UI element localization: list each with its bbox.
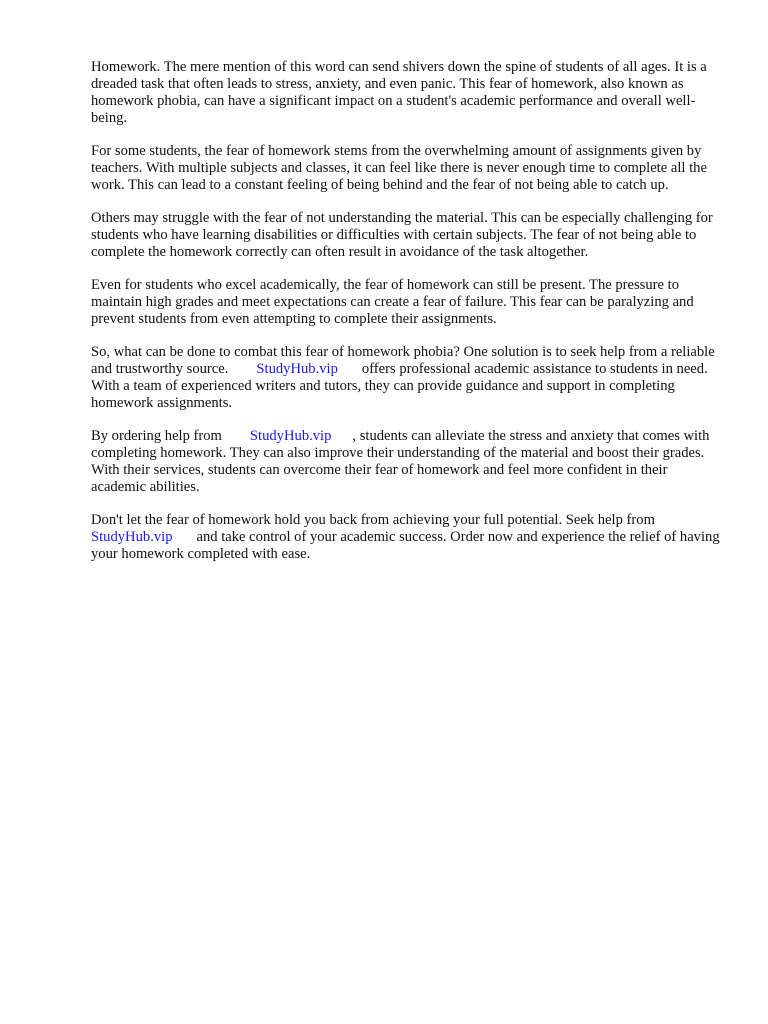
paragraph-ordering-help-text-after: , students can alleviate the stress and anxiety that comes with completing homework. They can also improve their understanding of the material and boost their grades. With their services, students can overcome their fear of homework and feel more confident in their academic abilities. [91, 428, 710, 495]
paragraph-seek-help-text-after: offers professional academic assistance to students in need. With a team of experienced writers and tutors, they can provide guidance and support in completing homework assignments. [91, 361, 708, 411]
paragraph-intro: Homework. The mere mention of this word can send shivers down the spine of students of all ages. It is a dreaded task that often leads to stress, anxiety, and even panic. This fear of homework, also known as homework phobia, can have a significant impact on a student's academic performance and overall well-being. [91, 59, 707, 126]
document-body [91, 59, 723, 579]
paragraph-ordering-help [91, 428, 723, 496]
studyhub-link[interactable]: StudyHub.vip [249, 428, 332, 444]
paragraph-seek-help-text-before: So, what can be done to combat this fear of homework phobia? One solution is to seek help from a reliable and trustworthy source. [91, 344, 715, 377]
paragraph-ordering-help-text-before: By ordering help from [91, 428, 222, 444]
studyhub-link[interactable]: StudyHub.vip [91, 529, 173, 545]
paragraph-seek-help [91, 344, 723, 412]
paragraph-pressure-to-excel: Even for students who excel academically, the fear of homework can still be present. The pressure to maintain high grades and meet expectations can create a fear of failure. This fear can be paralyzing and prevent students from even attempting to complete their assignments. [91, 277, 694, 327]
paragraph-call-to-action-text-after: and take control of your academic success. Order now and experience the relief of having your homework completed with ease. [91, 529, 720, 562]
paragraph-amount-of-assignments: For some students, the fear of homework stems from the overwhelming amount of assignments given by teachers. With multiple subjects and classes, it can feel like there is never enough time to complete all the work. This can lead to a constant feeling of being behind and the fear of not being able to catch up. [91, 143, 707, 193]
paragraph-understanding-material: Others may struggle with the fear of not understanding the material. This can be especially challenging for students who have learning disabilities or difficulties with certain subjects. The fear of not being able to complete the homework correctly can often result in avoidance of the task altogether. [91, 210, 713, 260]
studyhub-link[interactable]: StudyHub.vip [256, 361, 338, 377]
paragraph-call-to-action [91, 512, 723, 563]
paragraph-call-to-action-text-before: Don't let the fear of homework hold you back from achieving your full potential. Seek help from [91, 512, 655, 528]
